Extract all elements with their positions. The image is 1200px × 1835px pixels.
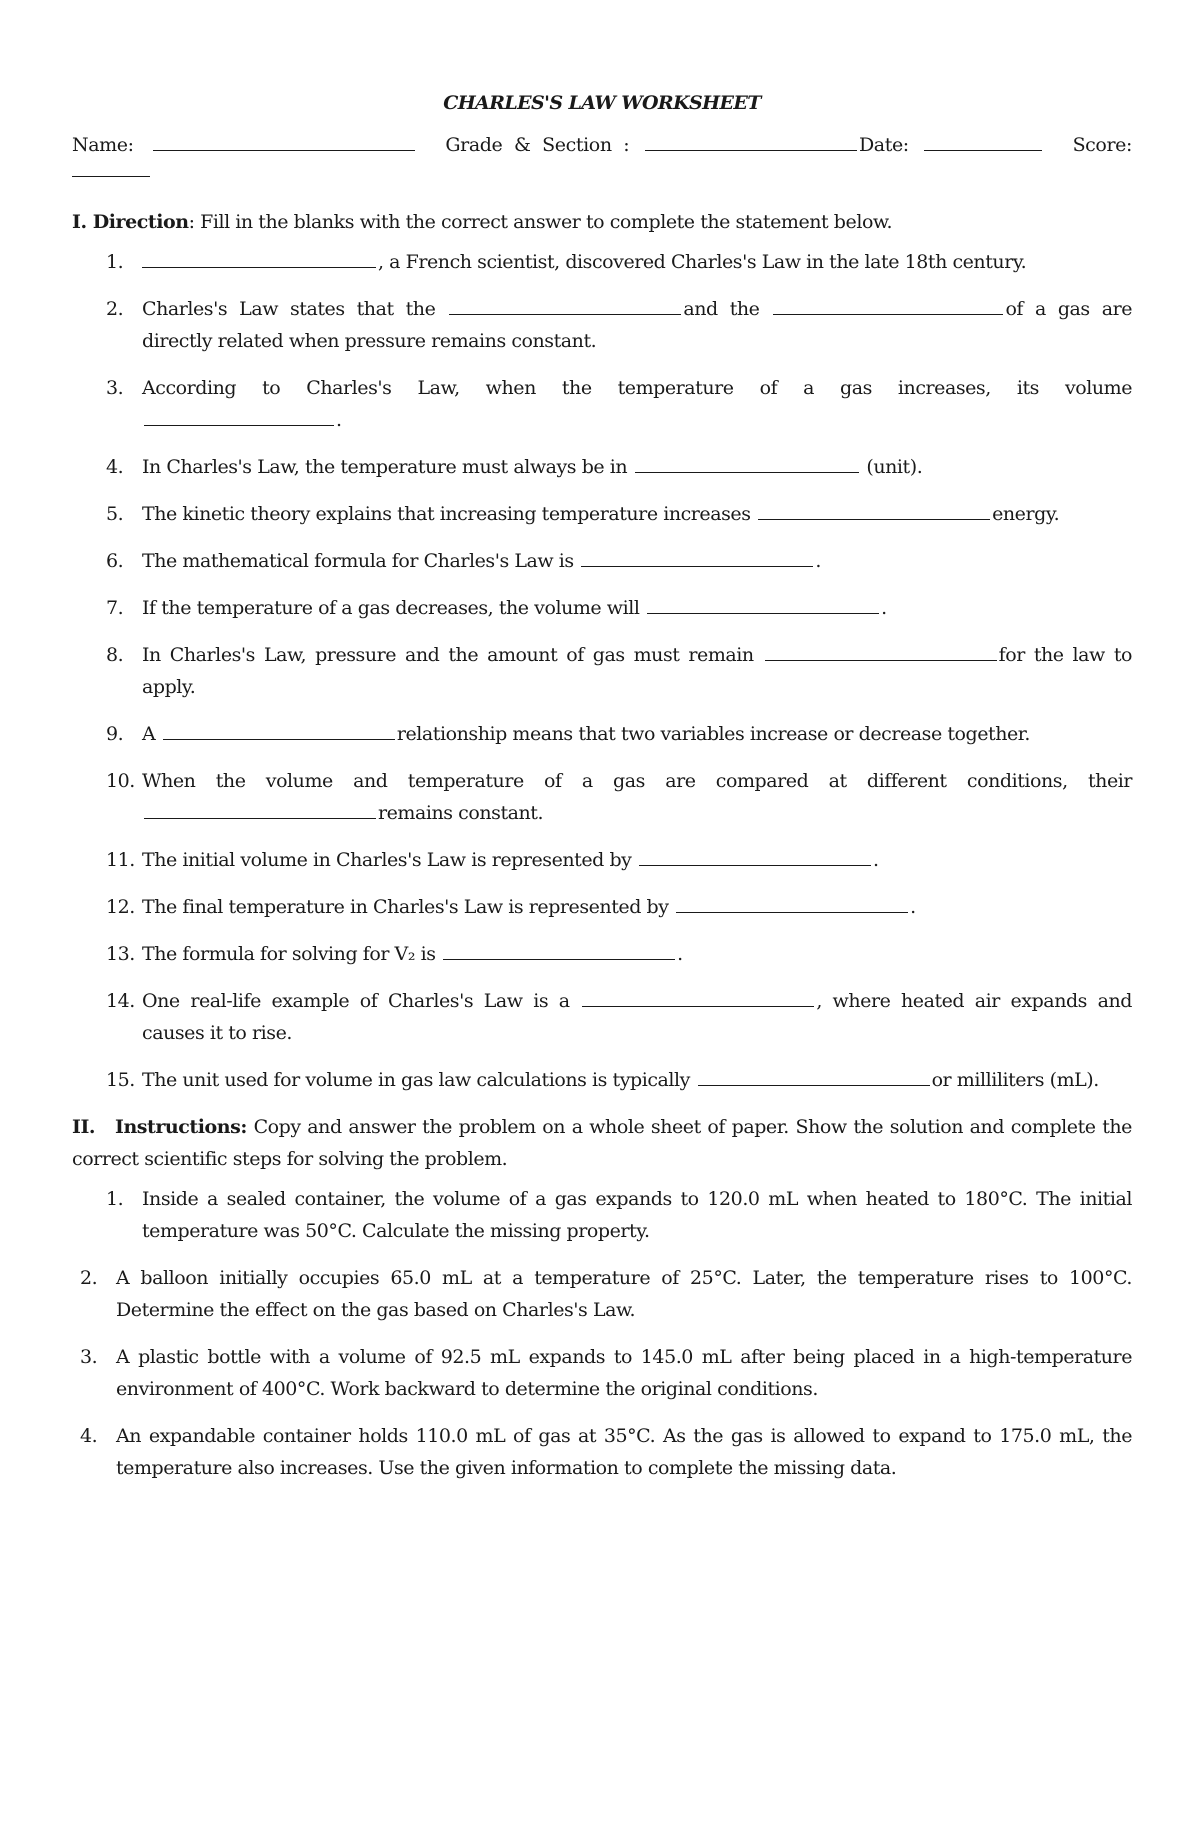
section1-heading-bold: I. Direction — [72, 211, 189, 233]
list-item — [72, 372, 1132, 436]
item-text: When the volume and temperature of a gas are compared at different conditions, their — [142, 770, 1132, 792]
problem-list — [72, 1183, 1132, 1484]
answer-blank — [773, 313, 1003, 315]
item-number: 9. — [106, 723, 124, 745]
item-text: . — [677, 943, 683, 965]
item-number: 2. — [80, 1267, 98, 1289]
answer-blank — [676, 911, 908, 913]
item-text: A balloon initially occupies 65.0 mL at a temperature of 25°C. Later, the temperature rises to 100°C. Determine the effect on the gas based on Charles's Law. — [116, 1267, 1132, 1321]
item-text: The mathematical formula for Charles's Law is — [142, 550, 580, 572]
item-text: If the temperature of a gas decreases, the volume will — [142, 597, 646, 619]
list-item — [72, 1262, 1132, 1326]
item-text: One real-life example of Charles's Law is a — [142, 990, 581, 1012]
item-text: . — [910, 896, 916, 918]
item-number: 1. — [106, 251, 124, 273]
item-number: 11. — [106, 849, 135, 871]
item-number: 15. — [106, 1069, 135, 1091]
item-number: 13. — [106, 943, 135, 965]
student-info-row — [72, 134, 1132, 156]
fill-in-list — [72, 246, 1132, 1096]
item-text: The formula for solving for V₂ is — [142, 943, 442, 965]
answer-blank — [581, 565, 813, 567]
item-number: 4. — [80, 1425, 98, 1447]
item-text: . — [873, 849, 879, 871]
worksheet-title: CHARLES'S LAW WORKSHEET — [443, 92, 761, 114]
item-text: A plastic bottle with a volume of 92.5 mL expands to 145.0 mL after being placed in a high-temperature environment of 400°C. Work backward to determine the original conditions. — [116, 1346, 1132, 1400]
item-text: relationship means that two variables increase or decrease together. — [396, 723, 1030, 745]
item-text: for the law to apply. — [142, 644, 1132, 698]
answer-blank — [163, 738, 395, 740]
item-text: , where heated air expands and causes it to rise. — [142, 990, 1132, 1044]
grade-section-label: Grade & Section : — [445, 134, 630, 156]
score-blank — [72, 175, 150, 177]
item-text: . — [815, 550, 821, 572]
list-item — [72, 1183, 1132, 1247]
item-text: of a gas are directly related when pressure remains constant. — [142, 298, 1132, 352]
item-number: 6. — [106, 550, 124, 572]
list-item — [72, 293, 1132, 357]
list-item — [72, 1064, 1132, 1096]
item-number: 8. — [106, 644, 124, 666]
item-text: Inside a sealed container, the volume of a gas expands to 120.0 mL when heated to 180°C. The initial temperature was 50°C. Calculate the missing property. — [142, 1188, 1132, 1242]
item-number: 3. — [80, 1346, 98, 1368]
date-label: Date: — [858, 134, 909, 156]
item-text: An expandable container holds 110.0 mL of gas at 35°C. As the gas is allowed to expand to 175.0 mL, the temperature also increases. Use the given information to complete the missing data. — [116, 1425, 1132, 1479]
answer-blank — [144, 424, 334, 426]
answer-blank — [647, 612, 879, 614]
answer-blank — [142, 266, 376, 268]
item-number: 2. — [106, 298, 124, 320]
item-number: 3. — [106, 377, 124, 399]
name-field — [72, 134, 417, 156]
name-label: Name: — [72, 134, 134, 156]
list-item — [72, 498, 1132, 530]
item-text: and the — [683, 298, 772, 320]
list-item — [72, 891, 1132, 923]
list-item — [72, 246, 1132, 278]
item-number: 10. — [106, 770, 135, 792]
item-number: 5. — [106, 503, 124, 525]
section1-heading-text: : Fill in the blanks with the correct answer to complete the statement below. — [188, 211, 893, 233]
section2-heading — [72, 1111, 1132, 1175]
answer-blank — [443, 958, 675, 960]
item-number: 1. — [106, 1188, 124, 1210]
section2-heading-text: Copy and answer the problem on a whole sheet of paper. Show the solution and complete the correct scientific steps for solving the problem. — [72, 1116, 1132, 1170]
score-blank-row — [72, 162, 1132, 192]
answer-blank — [698, 1084, 930, 1086]
name-blank — [153, 149, 415, 151]
list-item — [72, 451, 1132, 483]
item-text: The initial volume in Charles's Law is represented by — [142, 849, 638, 871]
section1-heading — [72, 206, 1132, 238]
item-text: In Charles's Law, the temperature must always be in — [142, 456, 633, 478]
item-text: . — [881, 597, 887, 619]
score-label: Score: — [1072, 134, 1132, 156]
grade-section-field — [445, 134, 1044, 156]
answer-blank — [758, 518, 990, 520]
list-item — [72, 765, 1132, 829]
item-text: According to Charles's Law, when the temperature of a gas increases, its volume — [142, 377, 1132, 399]
answer-blank — [582, 1005, 814, 1007]
item-text: Charles's Law states that the — [142, 298, 448, 320]
item-text: (unit). — [860, 456, 923, 478]
answer-blank — [639, 864, 871, 866]
worksheet-page — [72, 92, 1132, 1499]
item-text: , a French scientist, discovered Charles's Law in the late 18th century. — [378, 251, 1027, 273]
item-text: The final temperature in Charles's Law is represented by — [142, 896, 675, 918]
list-item — [72, 985, 1132, 1049]
item-text: energy. — [992, 503, 1060, 525]
item-number: 4. — [106, 456, 124, 478]
section2-heading-num: II. — [72, 1116, 96, 1138]
item-text: remains constant. — [378, 802, 544, 824]
list-item — [72, 639, 1132, 703]
answer-blank — [144, 817, 376, 819]
answer-blank — [449, 313, 681, 315]
item-text: The kinetic theory explains that increasing temperature increases — [142, 503, 757, 525]
list-item — [72, 1341, 1132, 1405]
item-text: The unit used for volume in gas law calculations is typically — [142, 1069, 696, 1091]
item-number: 12. — [106, 896, 135, 918]
item-number: 7. — [106, 597, 124, 619]
answer-blank — [765, 659, 997, 661]
list-item — [72, 844, 1132, 876]
section2-heading-bold: Instructions: — [115, 1116, 247, 1138]
item-number: 14. — [106, 990, 135, 1012]
item-text: In Charles's Law, pressure and the amount of gas must remain — [142, 644, 763, 666]
date-blank — [924, 149, 1042, 151]
list-item — [72, 938, 1132, 970]
list-item — [72, 545, 1132, 577]
answer-blank — [635, 471, 859, 473]
item-text: . — [336, 409, 342, 431]
grade-section-blank — [645, 149, 857, 151]
list-item — [72, 592, 1132, 624]
item-text: A — [142, 723, 161, 745]
list-item — [72, 1420, 1132, 1484]
item-text: or milliliters (mL). — [931, 1069, 1099, 1091]
list-item — [72, 718, 1132, 750]
